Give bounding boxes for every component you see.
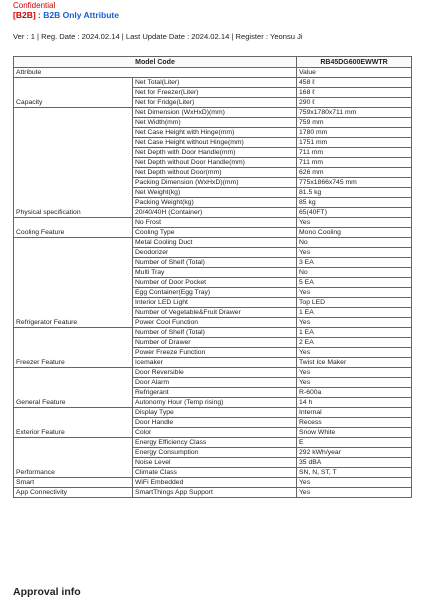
model-code-label: Model Code [14,57,297,68]
attribute-cell: Net Case Height with Hinge(mm) [133,128,297,138]
b2b-tag: [B2B] [13,10,36,20]
attribute-cell: Energy Consumption [133,448,297,458]
attribute-cell: Number of Drawer [133,338,297,348]
value-cell: Recess [297,418,412,428]
attribute-cell: 20/40/40H (Container) [133,208,297,218]
attribute-cell: Net Depth without Door Handle(mm) [133,158,297,168]
value-cell: 290 ℓ [297,98,412,108]
attribute-cell: Net Total(Liter) [133,78,297,88]
value-cell: Yes [297,368,412,378]
table-row [14,408,412,418]
attribute-cell: Net Weight(kg) [133,188,297,198]
attribute-cell: Packing Dimension (WxHxD)(mm) [133,178,297,188]
value-cell: Yes [297,288,412,298]
attribute-cell: Number of Door Pocket [133,278,297,288]
attribute-cell: Packing Weight(kg) [133,198,297,208]
value-cell: Yes [297,348,412,358]
attribute-cell: No Frost [133,218,297,228]
value-cell: 168 ℓ [297,88,412,98]
attribute-cell: Net for Freezer(Liter) [133,88,297,98]
attribute-cell: Number of Shelf (Total) [133,328,297,338]
table-row [14,478,412,488]
value-cell: Mono Cooling [297,228,412,238]
attribute-cell: Autonomy Hour (Temp rising) [133,398,297,408]
model-code-value: RB45DG600EWWTR [297,57,412,68]
attribute-cell: Net Depth with Door Handle(mm) [133,148,297,158]
value-cell: 626 mm [297,168,412,178]
group-label: Freezer Feature [14,328,133,368]
value-cell: 1 EA [297,308,412,318]
value-cell: 2 EA [297,338,412,348]
value-cell: 14 h [297,398,412,408]
attribute-header-row [14,68,412,78]
value-cell: Yes [297,478,412,488]
value-cell: SN, N, ST, T [297,468,412,478]
table-row [14,238,412,248]
attribute-cell: Climate Class [133,468,297,478]
attribute-cell: Net Depth without Door(mm) [133,168,297,178]
attribute-cell: Egg Container(Egg Tray) [133,288,297,298]
attribute-cell: Deodorizer [133,248,297,258]
value-header: Value [297,68,412,78]
group-label: General Feature [14,368,133,408]
value-cell: 759x1780x711 mm [297,108,412,118]
attribute-cell: Power Freeze Function [133,348,297,358]
value-cell: 1780 mm [297,128,412,138]
table-row [14,438,412,448]
group-label: Refrigerator Feature [14,238,133,328]
value-cell: Yes [297,248,412,258]
attribute-cell: Color [133,428,297,438]
attribute-cell: Refrigerant [133,388,297,398]
attribute-cell: Cooling Type [133,228,297,238]
value-cell: R-600a [297,388,412,398]
value-cell: 292 kWh/year [297,448,412,458]
attribute-header: Attribute [14,68,297,78]
attribute-cell: WiFi Embedded [133,478,297,488]
group-label: Exterior Feature [14,408,133,438]
value-cell: Top LED [297,298,412,308]
attribute-cell: Door Handle [133,418,297,428]
table-row [14,78,412,88]
group-label: Performance [14,438,133,478]
attribute-cell: Noise Level [133,458,297,468]
group-label: App Connectivity [14,488,133,498]
attribute-cell: Number of Shelf (Total) [133,258,297,268]
approval-info-heading: Approval info [13,586,81,598]
attribute-cell: Door Alarm [133,378,297,388]
b2b-legend [13,10,119,21]
spec-table-body [14,57,412,498]
attribute-cell: Net Width(mm) [133,118,297,128]
spec-table [13,56,412,498]
value-cell: 1 EA [297,328,412,338]
table-row [14,108,412,118]
table-row [14,218,412,228]
value-cell: 775x1866x745 mm [297,178,412,188]
attribute-cell: Net Case Height without Hinge(mm) [133,138,297,148]
value-cell: 65(40FT) [297,208,412,218]
value-cell: No [297,268,412,278]
value-cell: Yes [297,318,412,328]
group-label: Cooling Feature [14,218,133,238]
attribute-cell: Metal Cooling Duct [133,238,297,248]
value-cell: Twist Ice Maker [297,358,412,368]
attribute-cell: Interior LED Light [133,298,297,308]
value-cell: 81.5 kg [297,188,412,198]
b2b-separator: : [35,10,44,20]
value-cell: E [297,438,412,448]
attribute-cell: Icemaker [133,358,297,368]
attribute-cell: Door Reversible [133,368,297,378]
value-cell: 711 mm [297,158,412,168]
value-cell: 759 mm [297,118,412,128]
version-meta: Ver : 1 | Reg. Date : 2024.02.14 | Last Update Date : 2024.02.14 | Register : Yeonsu Ji [13,32,303,41]
value-cell: Yes [297,378,412,388]
group-label: Physical specification [14,108,133,218]
model-code-row [14,57,412,68]
value-cell: Snow White [297,428,412,438]
attribute-cell: Power Cool Function [133,318,297,328]
confidential-label: Confidential [13,1,56,10]
value-cell: No [297,238,412,248]
value-cell: 85 kg [297,198,412,208]
value-cell: 35 dBA [297,458,412,468]
value-cell: Internal [297,408,412,418]
attribute-cell: Net for Fridge(Liter) [133,98,297,108]
group-label: Smart [14,478,133,488]
value-cell: 458 ℓ [297,78,412,88]
attribute-cell: Net Dimension (WxHxD)(mm) [133,108,297,118]
value-cell: 1751 mm [297,138,412,148]
attribute-cell: Display Type [133,408,297,418]
value-cell: 3 EA [297,258,412,268]
table-row [14,328,412,338]
group-label: Capacity [14,78,133,108]
table-row [14,488,412,498]
value-cell: Yes [297,488,412,498]
attribute-cell: Number of Vegetable&Fruit Drawer [133,308,297,318]
table-row [14,368,412,378]
value-cell: Yes [297,218,412,228]
value-cell: 5 EA [297,278,412,288]
attribute-cell: Energy Efficiency Class [133,438,297,448]
attribute-cell: Multi Tray [133,268,297,278]
attribute-cell: SmartThings App Support [133,488,297,498]
value-cell: 711 mm [297,148,412,158]
b2b-description: B2B Only Attribute [43,10,119,20]
